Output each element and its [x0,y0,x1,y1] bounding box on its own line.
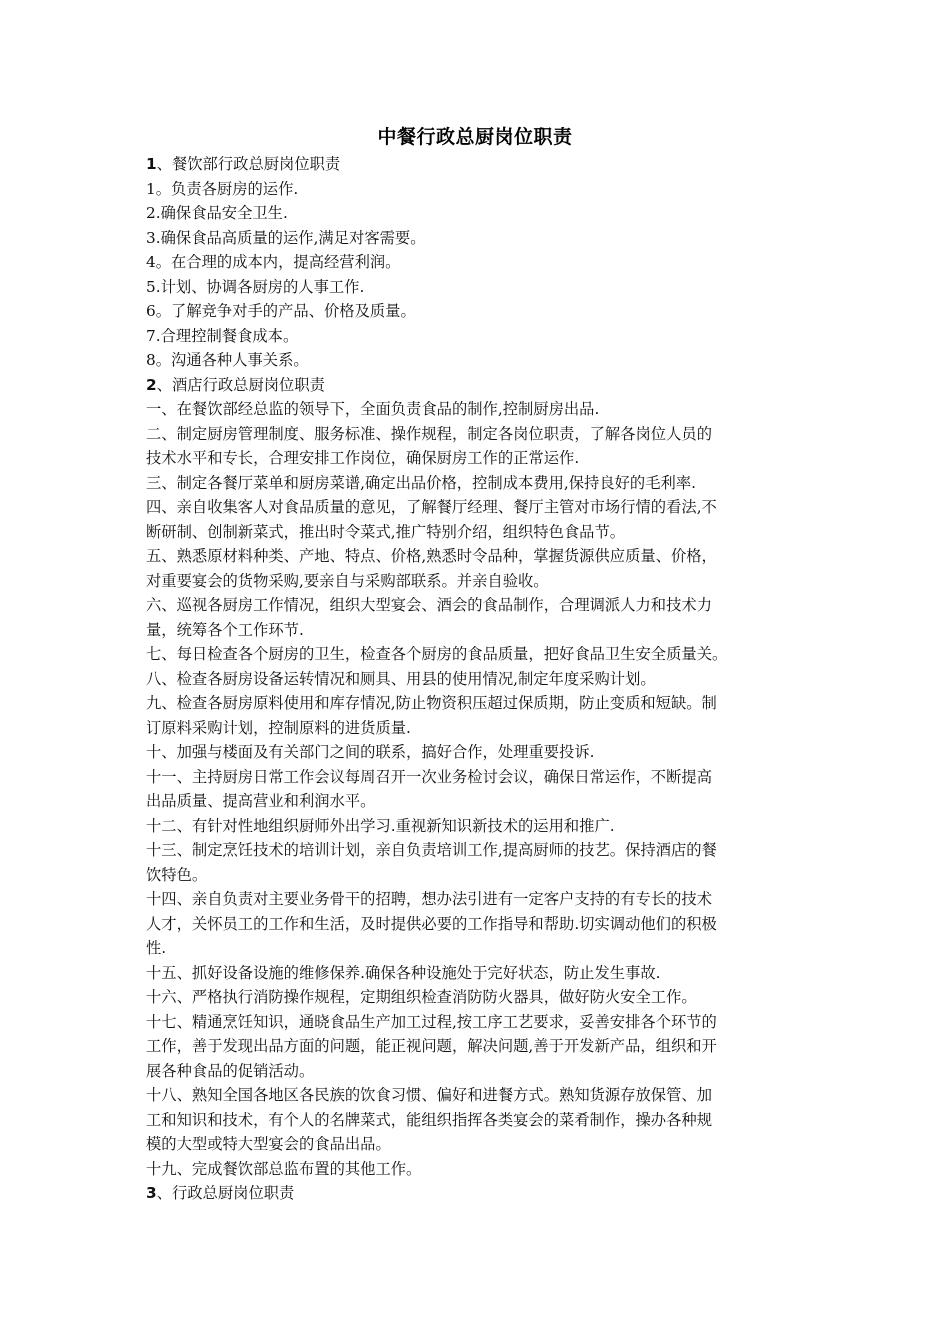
section-heading-text: 、酒店行政总厨岗位职责 [156,375,325,394]
section-heading-text: 、餐饮部行政总厨岗位职责 [156,155,341,173]
body-line: 十六、严格执行消防操作规程，定期组织检查消防防火器具，做好防火安全工作。 [146,988,697,1006]
section-heading-text: 、行政总厨岗位职责 [156,1184,295,1202]
body-line: 展各种食品的促销活动。 [146,1061,315,1080]
body-line: 量，统筹各个工作环节. [146,620,304,639]
body-line: 7.合理控制餐食成本。 [146,326,299,345]
body-line: 4。在合理的成本内，提高经营利润。 [146,253,401,271]
body-line: 8。沟通各种人事关系。 [146,351,309,369]
body-line: 5.计划、协调各厨房的人事工作. [146,277,365,296]
section-number: 1 [146,155,157,173]
body-line: 十三、制定烹饪技术的培训计划，亲自负责培训工作,提高厨师的技艺。保持酒店的餐 [146,841,717,859]
body-line: 十一、主持厨房日常工作会议每周召开一次业务检讨会议，确保日常运作，不断提高 [146,767,712,786]
body-line: 六、巡视各厨房工作情况，组织大型宴会、酒会的食品制作，合理调派人力和技术力 [146,596,712,614]
section-number: 2 [146,375,157,394]
body-line: 性. [146,939,167,957]
body-line: 七、每日检查各个厨房的卫生，检查各个厨房的食品质量，把好食品卫生安全质量关。 [146,645,728,663]
body-line: 工作，善于发现出品方面的问题，能正视问题，解决问题,善于开发新产品，组织和开 [146,1037,717,1055]
body-line: 十、加强与楼面及有关部门之间的联系，搞好合作，处理重要投诉. [146,743,595,761]
body-line: 十五、抓好设备设施的维修保养.确保各种设施处于完好状态，防止发生事故. [146,963,661,982]
body-line: 3.确保食品高质量的运作,满足对客需要。 [146,228,426,247]
body-line: 十七、精通烹饪知识，通晓食品生产加工过程,按工序工艺要求，妥善安排各个环节的 [146,1012,717,1031]
section-heading [146,1181,818,1206]
body-line: 断研制、创制新菜式，推出时令菜式,推广特别介绍，组织特色食品节。 [146,522,626,541]
body-line: 1。负责各厨房的运作. [146,179,299,198]
body-line: 出品质量、提高营业和利润水平。 [146,792,376,810]
body-line: 人才，关怀员工的工作和生活，及时提供必要的工作指导和帮助.切实调动他们的积极 [146,914,717,933]
body-line: 对重要宴会的货物采购,要亲自与采购部联系。并亲自验收。 [146,571,549,590]
body-line: 九、检查各厨房原料使用和库存情况,防止物资积压超过保质期，防止变质和短缺。制 [146,694,717,712]
body-line: 八、检查各厨房设备运转情况和厕具、用县的使用情况,制定年度采购计划。 [146,669,656,688]
document-body [146,152,818,1206]
body-line: 工和知识和技术，有个人的名牌菜式，能组织指挥各类宴会的菜肴制作，操办各种规 [146,1110,712,1129]
body-line: 四、亲自收集客人对食品质量的意见，了解餐厅经理、餐厅主管对市场行情的看法,不 [146,498,717,516]
section-number: 3 [146,1184,157,1202]
section-heading [146,152,818,177]
body-line: 十二、有针对性地组织厨师外出学习.重视新知识新技术的运用和推广. [146,816,615,835]
body-line: 一、在餐饮部经总监的领导下，全面负责食品的制作,控制厨房出品. [146,400,600,418]
body-line: 2.确保食品安全卫生. [146,204,288,222]
body-line: 技术水平和专长，合理安排工作岗位，确保厨房工作的正常运作. [146,449,580,467]
document-title: 中餐行政总厨岗位职责 [377,126,573,148]
body-line: 三、制定各餐厅菜单和厨房菜谱,确定出品价格，控制成本费用,保持良好的毛利率. [146,473,696,492]
body-line: 十九、完成餐饮部总监布置的其他工作。 [146,1159,422,1178]
body-line: 十四、亲自负责对主要业务骨干的招聘，想办法引进有一定客户支持的有专长的技术 [146,890,712,908]
body-line: 十八、熟知全国各地区各民族的饮食习惯、偏好和进餐方式。熟知货源存放保管、加 [146,1086,712,1104]
body-line: 五、熟悉原材料种类、产地、特点、价格,熟悉时令品种，掌握货源供应质量、价格， [146,547,717,565]
body-line: 订原料采购计划，控制原料的进货质量. [146,718,411,737]
section-heading [146,373,818,398]
body-line: 模的大型或特大型宴会的食品出品。 [146,1135,391,1153]
body-line: 6。了解竞争对手的产品、价格及质量。 [146,302,416,320]
body-line: 饮特色。 [146,865,208,884]
body-line: 二、制定厨房管理制度、服务标准、操作规程，制定各岗位职责，了解各岗位人员的 [146,424,712,443]
